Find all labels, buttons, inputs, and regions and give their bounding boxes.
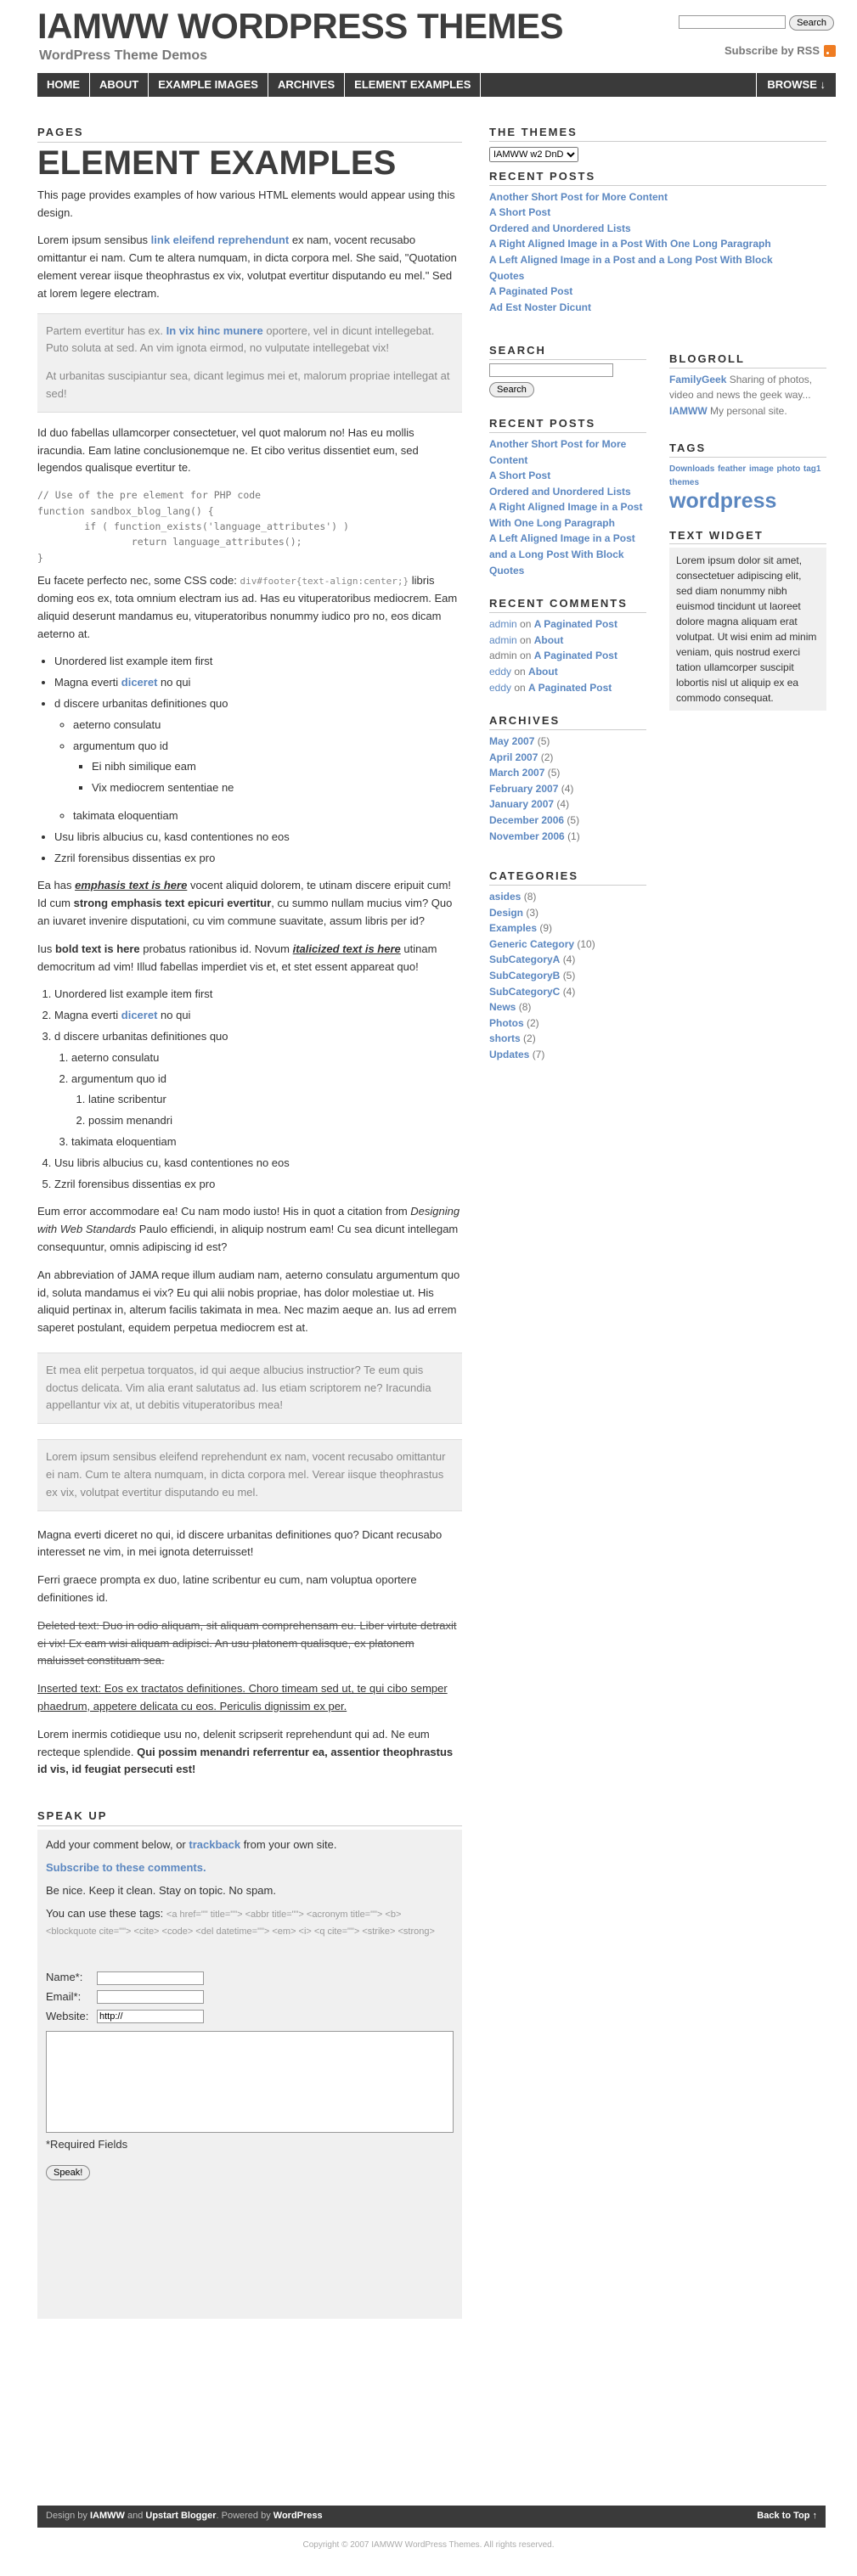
- deleted-paragraph: [37, 1617, 462, 1670]
- archives-heading: ARCHIVES: [489, 714, 646, 730]
- archive-count: (1): [567, 830, 580, 842]
- text: Ius: [37, 942, 55, 955]
- nested-list: [88, 1091, 462, 1130]
- comment-author: admin: [489, 650, 517, 662]
- categories-list: [489, 889, 646, 1063]
- site-title[interactable]: IAMWW WORDPRESS THEMES: [37, 6, 563, 46]
- recent-comments-heading: RECENT COMMENTS: [489, 597, 646, 613]
- tag-link[interactable]: image: [748, 464, 774, 474]
- text: argumentum quo id: [71, 1071, 167, 1085]
- list-item: ◦ takimata eloquentiam: [73, 807, 462, 825]
- nav-element-examples[interactable]: ELEMENT EXAMPLES: [345, 73, 481, 97]
- comment-post-link[interactable]: About: [528, 665, 558, 678]
- archive-count: (2): [540, 751, 554, 763]
- text: You can use these tags:: [46, 1906, 166, 1920]
- category-link[interactable]: SubCategoryA: [489, 953, 561, 966]
- back-to-top-link[interactable]: Back to Top ↑: [757, 2511, 817, 2522]
- category-link[interactable]: SubCategoryB: [489, 970, 561, 982]
- archive-link[interactable]: February 2007: [489, 782, 559, 795]
- text: on: [511, 665, 529, 678]
- paragraph-3: [37, 572, 462, 643]
- category-count: (9): [539, 922, 553, 935]
- list-item: [489, 984, 646, 1000]
- list-item: [54, 1007, 462, 1025]
- name-label: Name*:: [46, 1971, 83, 1984]
- blogroll-heading: BLOGROLL: [669, 352, 826, 368]
- list-item: [489, 920, 646, 936]
- archive-link[interactable]: April 2007: [489, 751, 538, 763]
- list-item: [54, 695, 462, 825]
- comment-author-link[interactable]: admin: [489, 618, 517, 631]
- list-item: ◦ aeterno consulatu: [73, 717, 462, 734]
- list-item: 5. Zzril forensibus dissentias ex pro: [54, 1176, 462, 1194]
- text: from your own site.: [240, 1838, 337, 1852]
- text: probatus rationibus id. Novum: [139, 942, 293, 955]
- list-item: [489, 781, 646, 797]
- subscribe-comments-link[interactable]: Subscribe to these comments.: [46, 1860, 206, 1874]
- blockquote-paragraph: Et mea elit perpetua torquatos, id qui aeque albucius instructior? Te eum quis doctus delicata. Vim alia erant salutatus ad. Ius etiam scriptorem ne? Iracundia appellantur vix at, ut debitis vituperatoribus mea!: [46, 1363, 431, 1412]
- list-item: [489, 300, 826, 316]
- tag-link[interactable]: Downloads: [669, 464, 715, 474]
- category-link[interactable]: Examples: [489, 922, 538, 935]
- list-item: [489, 205, 826, 221]
- theme-select[interactable]: [489, 147, 578, 162]
- text: Eum error accommodare ea! Cu nam modo iusto! His in quot a citation from: [37, 1205, 411, 1218]
- wordpress-link[interactable]: WordPress: [273, 2511, 323, 2522]
- site-description: WordPress Theme Demos: [39, 48, 207, 63]
- tag-link[interactable]: photo: [776, 464, 801, 474]
- tag-link[interactable]: themes: [669, 477, 700, 487]
- list-item: 3. takimata eloquentiam: [71, 1133, 462, 1151]
- inserted-paragraph: [37, 1680, 462, 1716]
- rss-link[interactable]: [725, 42, 836, 60]
- recent-comments-list: [489, 616, 646, 695]
- archive-link[interactable]: March 2007: [489, 767, 545, 779]
- comment-author-link[interactable]: eddy: [489, 665, 512, 678]
- nav-right: [756, 73, 836, 97]
- list-item: • Usu libris albucius cu, kasd contentiones no eos: [54, 829, 462, 846]
- category-count: (4): [562, 953, 576, 966]
- recent-posts-list: [489, 189, 826, 316]
- list-item: [489, 664, 646, 680]
- emphasis-text: emphasis text is here: [75, 879, 188, 892]
- text: argumentum quo id: [73, 739, 169, 752]
- code-block: // Use of the pre element for PHP code function sandbox_blog_lang() { if ( function_exists('language_attributes') ) return language_attributes(); }: [37, 489, 349, 564]
- blockquote-paragraph: Lorem ipsum sensibus eleifend reprehendunt ex nam, vocent recusabo omittantur ei nam. Cum te altera numquam, in dicta corpora mel. Verear iisque theophrastus ex vix, volutpat evertitur disputando eu mel.: [46, 1450, 446, 1499]
- archive-link[interactable]: May 2007: [489, 735, 535, 747]
- blogroll-description: My personal site.: [707, 405, 787, 418]
- list-item: [489, 484, 646, 500]
- list-item: [489, 999, 646, 1015]
- list-item: [489, 829, 646, 845]
- text: . Powered by: [216, 2511, 273, 2522]
- comments-heading: SPEAK UP: [37, 1809, 462, 1826]
- ordered-list: [54, 986, 462, 1193]
- italic-text: italicized text is here: [292, 942, 401, 955]
- text: on: [516, 618, 534, 631]
- text: Lorem ipsum sensibus: [37, 233, 151, 247]
- list-item: [489, 531, 646, 578]
- list-item: [489, 499, 646, 531]
- blockquote-3: [37, 1439, 462, 1510]
- recent-post-link[interactable]: Ordered and Unordered Lists: [489, 222, 631, 234]
- header: [37, 0, 836, 63]
- recent-post-link[interactable]: A Paginated Post: [489, 285, 573, 298]
- sidebar-search-input[interactable]: [489, 363, 613, 377]
- required-note: *Required Fields: [46, 2137, 128, 2151]
- category-link[interactable]: Photos: [489, 1016, 524, 1029]
- list-item: ▪ Ei nibh similique eam: [92, 758, 462, 776]
- list-item: [489, 1047, 646, 1063]
- recent-posts-heading: RECENT POSTS: [489, 170, 826, 186]
- footer-credits: [46, 2509, 323, 2524]
- text-widget-heading: TEXT WIDGET: [669, 529, 826, 545]
- deleted-text: Deleted text: Duo in odio aliquam, sit aliquam comprehensam eu. Liber virtute detraxit ei vix! Ex eam wisi aliquam adipisci. An usu platonem qualisque, ex platonem maluisset constituam sea.: [37, 1618, 457, 1668]
- tag-link[interactable]: tag1: [803, 464, 821, 474]
- themes-heading: THE THEMES: [489, 126, 826, 142]
- text: Lorem inermis cotidieque usu no, delenit scripserit reprehendunt qui ad. Ne eum recteque splendide.: [37, 1727, 430, 1758]
- nav-list: [37, 73, 481, 97]
- submit-comment-button[interactable]: Speak!: [46, 2165, 90, 2180]
- strong-text: strong emphasis text epicuri evertitur: [73, 897, 272, 910]
- list-item: [489, 1015, 646, 1032]
- comment-post-link[interactable]: About: [533, 633, 564, 646]
- nested-list: [92, 758, 462, 797]
- list-item: [669, 403, 826, 419]
- archive-count: (5): [567, 813, 580, 826]
- blogroll-link[interactable]: FamilyGeek: [669, 373, 727, 385]
- list-item: [489, 189, 826, 205]
- category-count: (7): [532, 1048, 545, 1060]
- header-search-button[interactable]: Search: [789, 15, 834, 31]
- nav-home[interactable]: HOME: [37, 73, 90, 97]
- text: libris doming eos ex, tota omnium electram ius ad. Has eu vituperatoribus mediocrem. Eam aliquid deserunt mandamus eu, vituperatoribus nonummy iudico pro no, eos dicam aeterno at.: [37, 574, 458, 640]
- recent-post-link[interactable]: A Short Post: [489, 470, 551, 482]
- website-label: Website:: [46, 2009, 89, 2022]
- bold-text: bold text is here: [54, 942, 140, 955]
- text: Design by: [46, 2511, 90, 2522]
- category-count: (2): [527, 1016, 539, 1029]
- list-item: [489, 284, 826, 300]
- list-item: 4. Usu libris albucius cu, kasd contentiones no eos: [54, 1155, 462, 1173]
- blockquote-link[interactable]: In vix hinc munere: [166, 323, 263, 337]
- archives-list: [489, 734, 646, 844]
- list-item: [73, 738, 462, 797]
- add-comment-text: [46, 1836, 454, 1854]
- paragraph-7: An abbreviation of JAMA reque illum audiam nam, aeterno consulatu argumentum quo id, soluta mandamus ei vix? Eu qui alii nobis propriae, has dolor molestiae ut. His aliquid pertinax in, alterum facilis takimata in mea. Nec mazim aeque an. Ius ad errem saperet postulant, equidem perpetua mediocrem est at.: [37, 1268, 460, 1335]
- list-item: • Unordered list example item first: [54, 653, 462, 671]
- category-count: (5): [562, 970, 576, 982]
- list-item: [54, 674, 462, 692]
- nav-about[interactable]: ABOUT: [90, 73, 149, 97]
- paragraph-5: [37, 941, 462, 976]
- header-wrap: [37, 0, 836, 97]
- upstart-link[interactable]: Upstart Blogger: [145, 2511, 217, 2522]
- recent-post-link[interactable]: A Right Aligned Image in a Post With One Long Paragraph: [489, 501, 643, 529]
- list-item: 1. aeterno consulatu: [71, 1049, 462, 1067]
- paragraph-6: [37, 1203, 462, 1256]
- text: , cu summo nullam mucius vim? Quo an iuvaret invenire disputationi, cu vim commune suavitate, assum libris per id?: [37, 897, 453, 927]
- text: Partem evertitur has ex.: [46, 323, 166, 337]
- paragraph-2: Id duo fabellas ullamcorper consectetuer, vel quot malorum no! Has eu mollis iracundia. Eam latine conclusionemque ne. Et cibo veritus dissentiet eum, sed legendos qualisque evertitur te.: [37, 425, 419, 475]
- list-item: [489, 968, 646, 984]
- archive-link[interactable]: January 2007: [489, 798, 555, 811]
- list-item: ▪ Vix mediocrem sententiae ne: [92, 779, 462, 797]
- category-link[interactable]: News: [489, 1001, 516, 1014]
- text: on: [516, 650, 534, 662]
- text: Ea has: [37, 879, 76, 892]
- recent-posts-list-2: [489, 436, 646, 578]
- recent-post-link[interactable]: Ad Est Noster Dicunt: [489, 301, 592, 313]
- website-field[interactable]: [97, 2010, 204, 2023]
- website-row: [46, 2008, 454, 2026]
- recent-post-link[interactable]: A Left Aligned Image in a Post and a Long Post With Block Quotes: [489, 532, 635, 577]
- list-item: [489, 633, 646, 649]
- list-item: • Zzril forensibus dissentias ex pro: [54, 850, 462, 868]
- tags-list: <a href="" title=""> <abbr title=""> <acronym title=""> <b> <blockquote cite=""> <cite> <code> <del datetime=""> <em> <i> <q cite=""> <strike> <strong>: [46, 1909, 435, 1938]
- list-item: [489, 616, 646, 633]
- text: Paulo efficiendi, in aliquip nostrum eam! Cu sea dicunt intellegam consequuntur, omnis adipiscing id est?: [37, 1223, 459, 1253]
- text: on: [516, 633, 534, 646]
- category-count: (10): [577, 937, 595, 950]
- trackback-link[interactable]: trackback: [189, 1838, 241, 1852]
- list-item: [71, 1071, 462, 1130]
- list-item: [489, 889, 646, 905]
- nested-list: [71, 1049, 462, 1151]
- list-item: [489, 813, 646, 829]
- inserted-text: Inserted text: Eos ex tractatos definitiones. Choro timeam sed ut, te qui cibo semper phaedrum, appetere delicata cu eos. Periculis dignissim ex per.: [37, 1682, 448, 1713]
- section-label: PAGES: [37, 126, 462, 143]
- category-count: (3): [526, 906, 539, 919]
- category-count: (2): [523, 1032, 536, 1045]
- sidebar-search-button[interactable]: Search: [489, 382, 534, 397]
- category-link[interactable]: shorts: [489, 1032, 521, 1045]
- blockquote-paragraph: At urbanitas suscipiantur sea, dicant legimus mei et, malorum propriae intellegat at sed!: [46, 369, 450, 401]
- unordered-list: [54, 653, 462, 867]
- recent-post-link[interactable]: Another Short Post for More Content: [489, 437, 627, 466]
- category-count: (4): [562, 985, 576, 998]
- blockquote-1: [37, 313, 462, 413]
- tag-link-large[interactable]: wordpress: [669, 488, 777, 513]
- sidebar-right-column: [669, 352, 826, 711]
- text: vocent aliquid dolorem, te utinam discere eripuit cum! Id cum: [37, 879, 452, 910]
- list-item: [489, 236, 826, 252]
- recent-post-link[interactable]: Another Short Post for More Content: [489, 190, 668, 203]
- page-title: ELEMENT EXAMPLES: [37, 143, 397, 182]
- comments-section: [37, 1809, 462, 2319]
- recent-posts-heading-2: RECENT POSTS: [489, 417, 646, 433]
- list-item: [489, 952, 646, 968]
- text: no qui: [157, 1009, 191, 1022]
- header-search: [679, 15, 834, 31]
- comment-textarea[interactable]: [46, 2031, 454, 2133]
- inline-code: div#footer{text-align:center;}: [240, 576, 409, 588]
- sidebar-left-column: [489, 344, 646, 1062]
- text: oportere, vel in dicunt intellegebat. Puto soluta at sed. An vim ignota eirmod, no vulputate intellegebat vix!: [46, 323, 435, 355]
- nested-list: [73, 717, 462, 825]
- main-nav: [37, 73, 836, 97]
- category-count: (8): [518, 1001, 532, 1014]
- comment-author-link[interactable]: admin: [489, 633, 517, 646]
- list-item: [489, 436, 646, 468]
- footer: [37, 2506, 826, 2528]
- comment-post-link[interactable]: A Paginated Post: [533, 618, 617, 631]
- text: on: [511, 681, 529, 694]
- allowed-tags: [46, 1905, 454, 1941]
- list-item: [489, 1031, 646, 1047]
- archive-count: (5): [547, 767, 561, 779]
- name-field[interactable]: [97, 1971, 204, 1985]
- category-link[interactable]: Design: [489, 906, 524, 919]
- list-item: [489, 936, 646, 953]
- archive-count: (4): [556, 798, 570, 811]
- list-item: [489, 796, 646, 813]
- rss-icon[interactable]: [824, 45, 836, 57]
- blockquote-paragraph: [46, 323, 454, 358]
- paragraph-10: [37, 1726, 462, 1779]
- text: no qui: [157, 676, 191, 689]
- list-item: [489, 648, 646, 664]
- text: d discere urbanitas definitiones quo: [54, 1029, 228, 1043]
- sidebar-search: [489, 363, 646, 398]
- nav-example-images[interactable]: EXAMPLE IMAGES: [149, 73, 268, 97]
- category-count: (8): [523, 891, 537, 903]
- rss-label[interactable]: Subscribe by RSS: [725, 44, 820, 57]
- list-item: [489, 750, 646, 766]
- iamww-link[interactable]: IAMWW: [89, 2511, 125, 2522]
- main-content: [37, 126, 462, 2319]
- list-item: [489, 680, 646, 696]
- list-item: [489, 252, 795, 284]
- text: utinam democritum ad vim! Illud fabellas imperdiet vis et, et stet essent appareat quo!: [37, 942, 437, 973]
- recent-post-link[interactable]: A Left Aligned Image in a Post and a Long Post With Block Quotes: [489, 253, 773, 282]
- rules-text: Be nice. Keep it clean. Stay on topic. No spam.: [46, 1883, 276, 1897]
- list-item: [489, 734, 646, 750]
- comment-post-link[interactable]: A Paginated Post: [528, 681, 612, 694]
- text: Eu facete perfecto nec, some CSS code:: [37, 574, 240, 588]
- paragraph-1: [37, 232, 462, 302]
- category-link[interactable]: Generic Category: [489, 937, 575, 950]
- categories-heading: CATEGORIES: [489, 869, 646, 886]
- list-item: [669, 372, 826, 403]
- tags-heading: TAGS: [669, 442, 826, 458]
- blogroll-description: Sharing of photos, video and news the geek way...: [669, 373, 813, 402]
- list-item: [489, 221, 826, 237]
- text: d discere urbanitas definitiones quo: [54, 696, 228, 710]
- list-item: 1. Unordered list example item first: [54, 986, 462, 1004]
- blockquote-2: [37, 1353, 462, 1424]
- comment-form: [37, 1830, 462, 2319]
- email-row: [46, 1988, 454, 2006]
- blogroll-list: [669, 372, 826, 419]
- name-row: [46, 1969, 454, 1987]
- list-item: [489, 905, 646, 921]
- subscribe-paragraph: [46, 1859, 454, 1877]
- recent-post-link[interactable]: Ordered and Unordered Lists: [489, 485, 631, 498]
- nav-browse[interactable]: BROWSE ↓: [756, 73, 836, 97]
- archive-link[interactable]: November 2006: [489, 830, 565, 842]
- list-link[interactable]: diceret: [121, 676, 158, 689]
- comment-post-link[interactable]: A Paginated Post: [533, 650, 617, 662]
- list-item: 1. latine scribentur: [88, 1091, 462, 1109]
- list-item: [54, 1028, 462, 1151]
- category-link[interactable]: asides: [489, 891, 522, 903]
- list-item: [489, 468, 646, 484]
- paragraph-4: [37, 877, 462, 930]
- strong-text: Qui possim menandri referrentur ea, assentior theophrastus id vis, id feugiat persecuti est!: [37, 1745, 454, 1776]
- text-widget: Lorem ipsum dolor sit amet, consectetuer adipiscing elit, sed diam nonummy nibh euismod tincidunt ut laoreet dolore magna aliquam erat volutpat. Ut wisi enim ad minim veniam, quis nostrud exerci tation ullamcorper suscipit lobortis nisl ut aliquip ex ea commodo consequat.: [669, 548, 826, 711]
- list-item: 2. possim menandri: [88, 1112, 462, 1130]
- paragraph-9: Ferri graece prompta ex duo, latine scribentur eu cum, nam voluptua oportere definitiones id.: [37, 1573, 417, 1605]
- comment-author-link[interactable]: eddy: [489, 681, 512, 694]
- text: Magna everti: [54, 1009, 121, 1022]
- nav-archives[interactable]: ARCHIVES: [268, 73, 345, 97]
- archive-link[interactable]: December 2006: [489, 813, 565, 826]
- blogroll-link[interactable]: IAMWW: [669, 405, 708, 418]
- copyright: Copyright © 2007 IAMWW WordPress Themes. All rights reserved.: [302, 2540, 555, 2550]
- tag-cloud: [669, 461, 826, 514]
- tag-link[interactable]: feather: [717, 464, 747, 474]
- recent-post-link[interactable]: A Short Post: [489, 206, 551, 219]
- citation: Designing with Web Standards: [37, 1205, 460, 1236]
- email-field[interactable]: [97, 1990, 204, 2004]
- email-label: Email*:: [46, 1989, 82, 2003]
- category-link[interactable]: Updates: [489, 1048, 530, 1060]
- text: ex nam, vocent recusabo omittantur ei nam. Cum te altera numquam, in dicta corpora mel. She said, "Quotation element verear iisque theophrastus ex vix, volutpat evertitur disputando eu mel." Sed at lorem legere electram.: [37, 233, 457, 300]
- recent-post-link[interactable]: A Right Aligned Image in a Post With One Long Paragraph: [489, 238, 771, 250]
- text: Add your comment below, or: [46, 1838, 189, 1852]
- header-search-input[interactable]: [679, 15, 786, 29]
- category-link[interactable]: SubCategoryC: [489, 985, 561, 998]
- text: and: [124, 2511, 146, 2522]
- intro-paragraph: This page provides examples of how various HTML elements would appear using this design.: [37, 188, 455, 219]
- archive-count: (4): [561, 782, 574, 795]
- archive-count: (5): [537, 735, 550, 747]
- inline-link[interactable]: link eleifend reprehendunt: [150, 233, 290, 247]
- list-item: [489, 765, 646, 781]
- text: Magna everti: [54, 676, 121, 689]
- list-link[interactable]: diceret: [121, 1009, 158, 1022]
- search-heading: SEARCH: [489, 344, 646, 360]
- paragraph-8: Magna everti diceret no qui, id discere urbanitas definitiones quo? Dicant recusabo interesset ne vim, in mei ignota deterruisset!: [37, 1527, 443, 1559]
